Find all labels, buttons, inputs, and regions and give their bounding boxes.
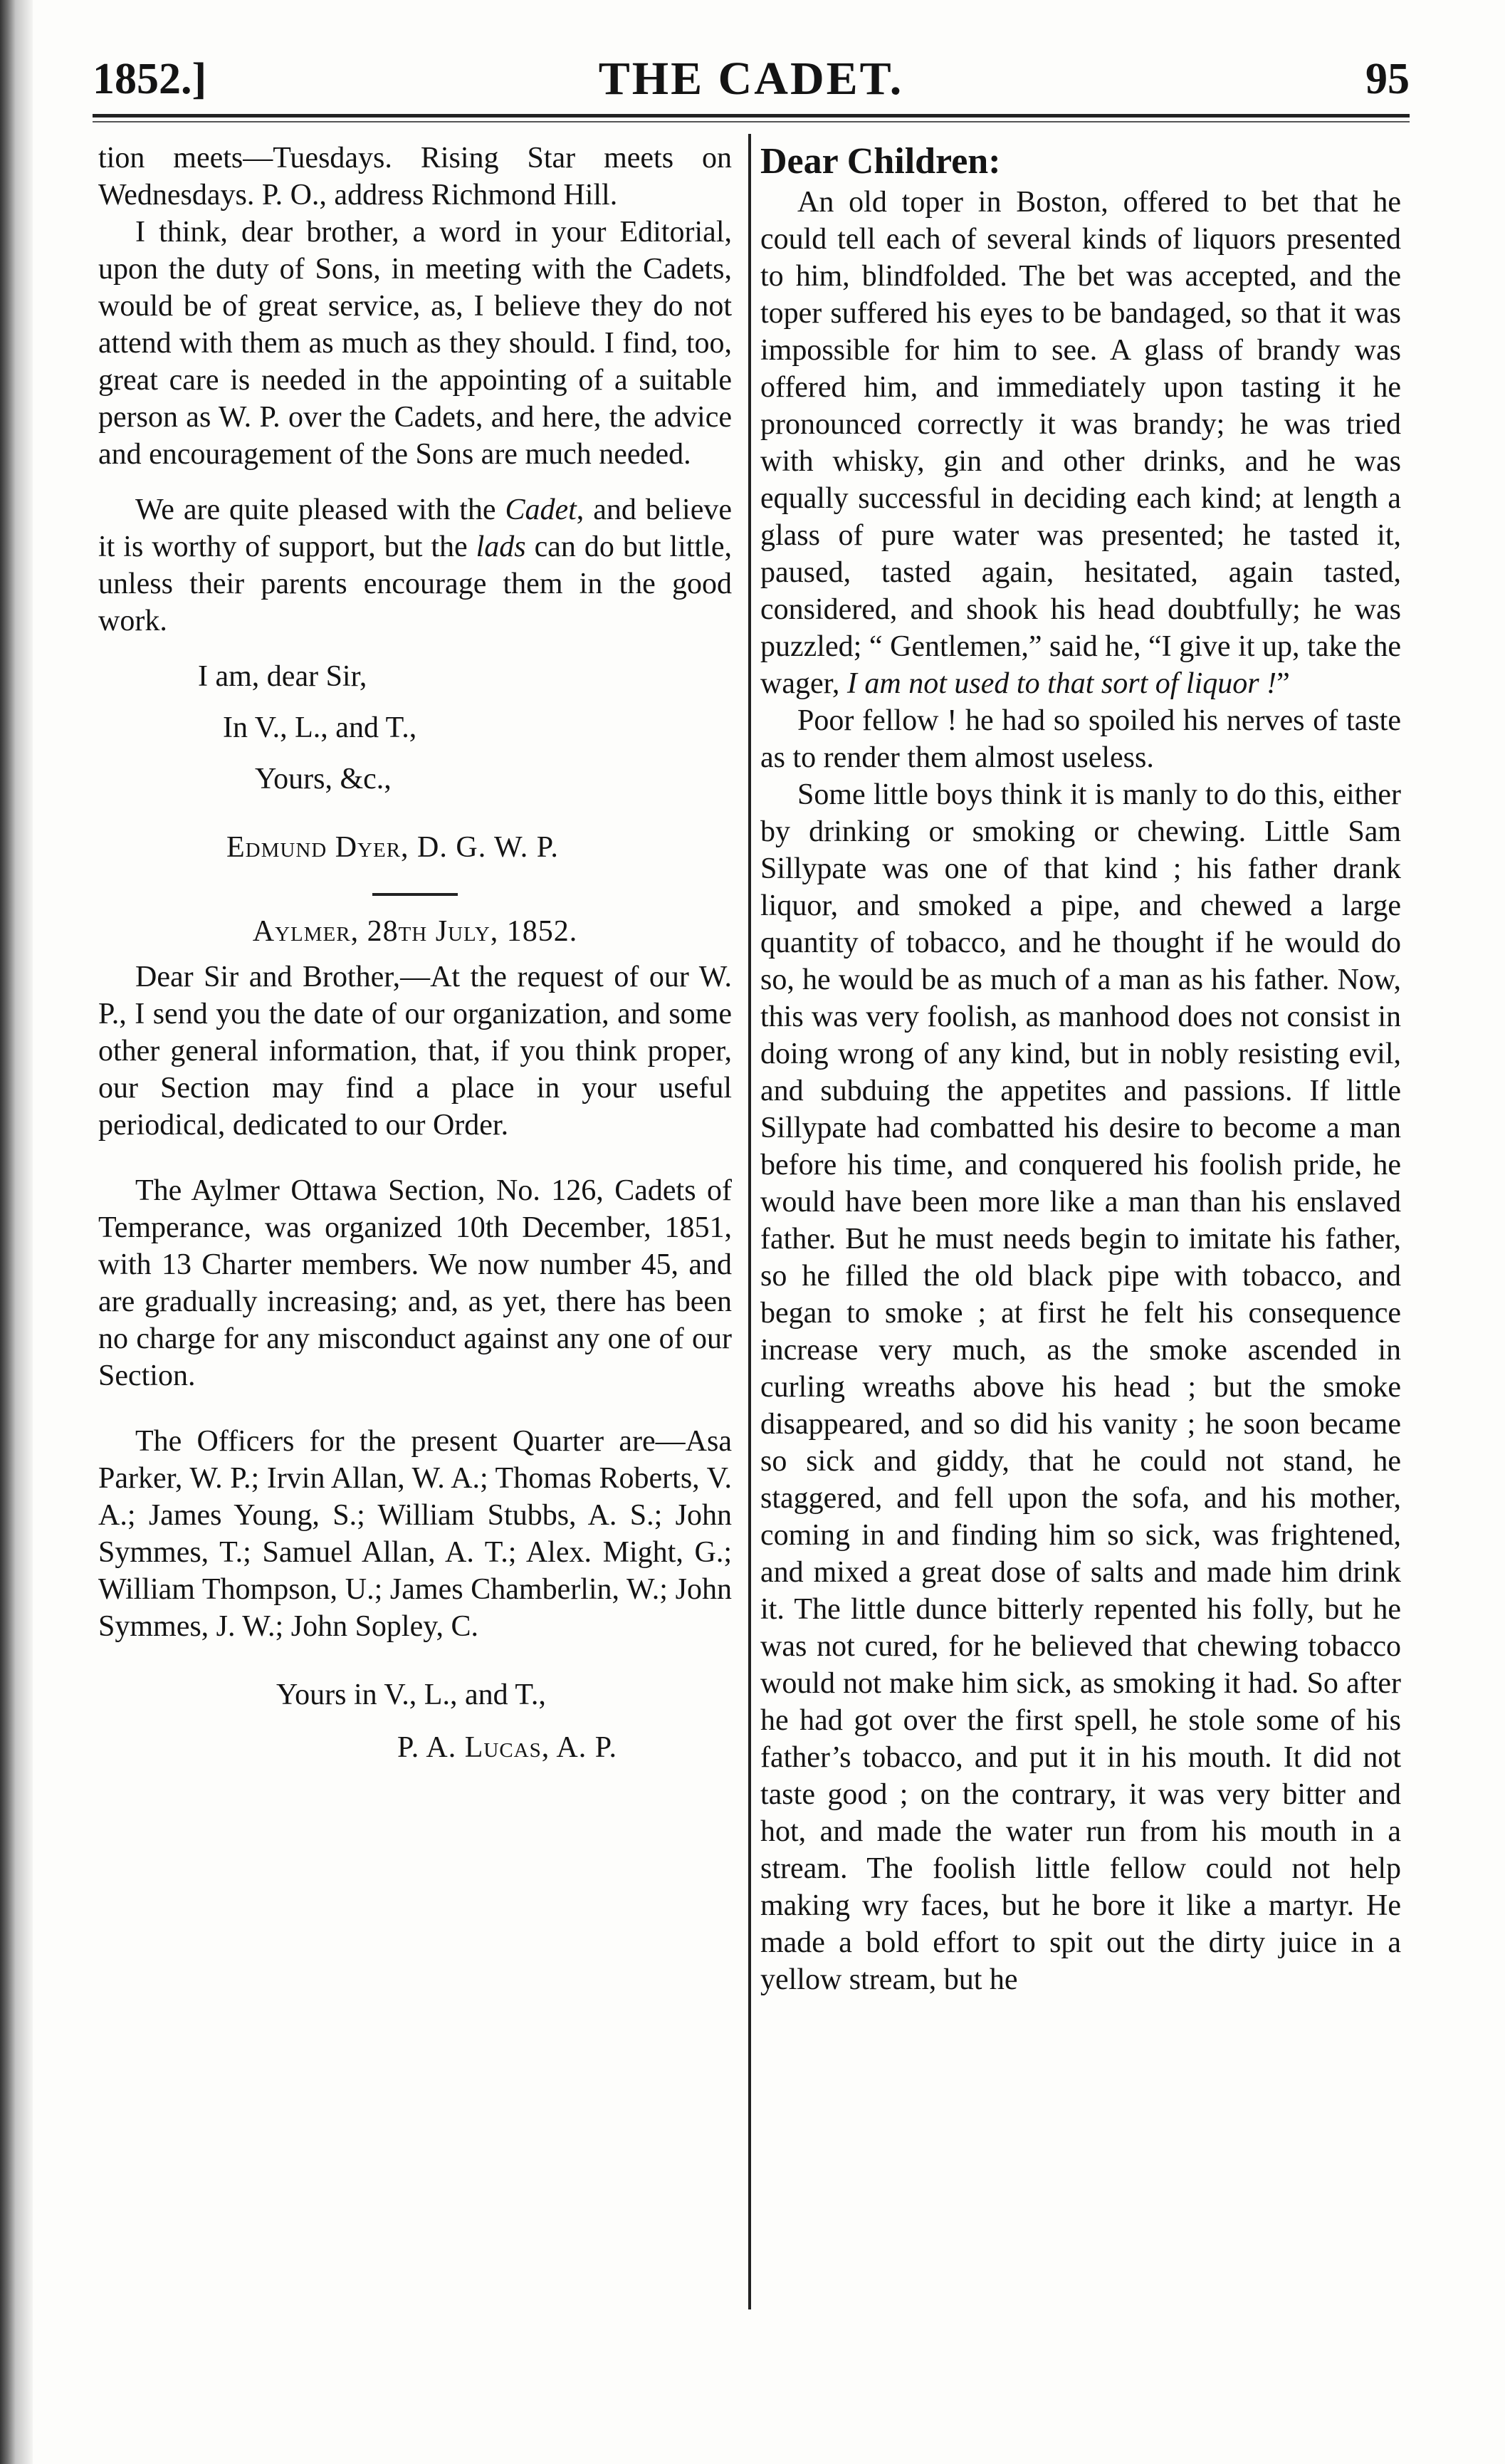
closing-yours: Yours, &c., xyxy=(255,763,392,795)
right-paragraph-2: Poor fellow ! he had so spoiled his nerves of taste as to render them almost useless. xyxy=(760,704,1401,774)
left-paragraph-2: I think, dear brother, a word in your Editorial, upon the duty of Sons, in meeting with the Cadets, would be of great service, as, I believe they do not attend with them as much as they should. I find, too, great care is needed in the appointing of a suitable person as W. P. over the Cadets, and here, the advice and encouragement of the Sons are much needed. xyxy=(98,216,732,471)
section-divider-rule xyxy=(372,893,458,896)
header-title: THE CADET. xyxy=(598,53,904,105)
dateline: Aylmer, 28th July, 1852. xyxy=(252,915,578,948)
left-paragraph-5: The Aylmer Ottawa Section, No. 126, Cadets of Temperance, was organized 10th December, 1851, with 13 Charter members. We now number 45, and are gradually increasing; and, as yet, there has been no charge for any misconduct against any one of our Section. xyxy=(98,1174,732,1392)
left-paragraph-1: tion meets—Tuesdays. Rising Star meets on Wednesdays. P. O., address Richmond Hill. xyxy=(98,142,732,212)
left-paragraph-6: The Officers for the present Quarter are—Asa Parker, W. P.; Irvin Allan, W. A.; Thomas Roberts, V. A.; James Young, S.; William Stubbs, A. S.; John Symmes, T.; Samuel Allan, A. T.; Alex. Might, G.; William Thompson, U.; James Chamberlin, W.; John Symmes, J. W.; John Sopley, C. xyxy=(98,1425,732,1643)
closing-dear-sir: I am, dear Sir, xyxy=(198,660,367,693)
right-column xyxy=(760,140,1401,1998)
scan-edge-shadow xyxy=(0,0,33,2464)
p1-italic-quote: I am not used to that sort of liquor ! xyxy=(846,667,1277,700)
header-rule-thin xyxy=(93,121,1410,122)
left-column xyxy=(98,140,732,1766)
right-paragraph-1 xyxy=(760,184,1401,702)
running-header xyxy=(93,47,1410,111)
left-paragraph-3 xyxy=(98,491,732,640)
p3-text-a: We are quite pleased with the xyxy=(135,494,505,526)
p3-text-c: can do but little, unless their parents encourage them in the good work. xyxy=(98,531,732,637)
right-paragraph-3: Some little boys think it is manly to do this, either by drinking or smoking or chewing. Little Sam Sillypate was one of that kind ; his father drank liquor, and smoked a pipe, and chewed a large quantity of tobacco, and he thought if he would do so, he would be as much of a man as his father. Now, this was very foolish, as manhood does not consist in doing wrong of any kind, but in nobly resisting evil, and subduing the appetites and passions. If little Sillypate had combatted his desire to become a man before his time, and conquered his foolish pride, he would have been more like a man than his enslaved father. But he must needs begin to imitate his father, so he filled the old black pipe with tobacco, and began to smoke ; at first he felt his consequence increase very much, as the smoke ascended in curling wreaths above his head ; but the smoke disappeared, and so did his vanity ; he soon became so sick and giddy, that he could not stand, he staggered, and fell upon the sofa, and his mother, coming in and finding him so sick, was frightened, and mixed a great dose of salts and made him drink it. The little dunce bitterly repented his folly, but he was not cured, for he believed that chewing tobacco would not make him sick, as smoking it had. So after he had got over the first spell, he stole some of his father’s tobacco, and put it in his mouth. It did not taste good ; on the contrary, it was very bitter and hot, and made the water run from his mouth in a stream. The foolish little fellow could not help making wry faces, but he bore it like a martyr. He made a bold effort to spit out the dirty juice in a yellow stream, but he xyxy=(760,778,1401,1996)
closing-in-vlt: In V., L., and T., xyxy=(223,711,417,744)
signature-lucas: P. A. Lucas, A. P. xyxy=(397,1731,617,1764)
p1-text-b: ” xyxy=(1276,667,1290,700)
p1-text-a: An old toper in Boston, offered to bet that he could tell each of several kinds of liquors presented to him, blindfolded. The bet was accepted, and the toper suffered his eyes to be bandaged, so that it was impossible for him to see. A glass of brandy was offered him, and immediately upon tasting it he pronounced correctly it was brandy; he was tried with whisky, gin and other drinks, and he was equally successful in deciding each kind; at length a glass of pure water was presented; he tasted it, paused, tasted again, hesitated, again tasted, considered, and shook his head doubtfully; he was puzzled; “ Gentlemen,” said he, “I give it up, take the wager, xyxy=(760,186,1401,700)
p3-text-b: , and believe it is worthy of support, but the xyxy=(98,494,732,563)
signature-edmund-dyer: Edmund Dyer, D. G. W. P. xyxy=(226,831,559,864)
closing-yours-in-vlt: Yours in V., L., and T., xyxy=(276,1679,546,1711)
page-number: 95 xyxy=(1365,55,1410,103)
p3-lads-italic: lads xyxy=(476,531,526,563)
header-rule xyxy=(93,114,1410,118)
p3-cadet-italic: Cadet xyxy=(505,494,577,526)
header-year: 1852.] xyxy=(93,55,207,103)
dear-children-heading: Dear Children: xyxy=(760,141,1001,182)
left-paragraph-4: Dear Sir and Brother,—At the request of our W. P., I send you the date of our organization, and some other general information, that, if you think proper, our Section may find a place in your useful periodical, dedicated to our Order. xyxy=(98,961,732,1142)
column-divider xyxy=(748,134,751,2309)
